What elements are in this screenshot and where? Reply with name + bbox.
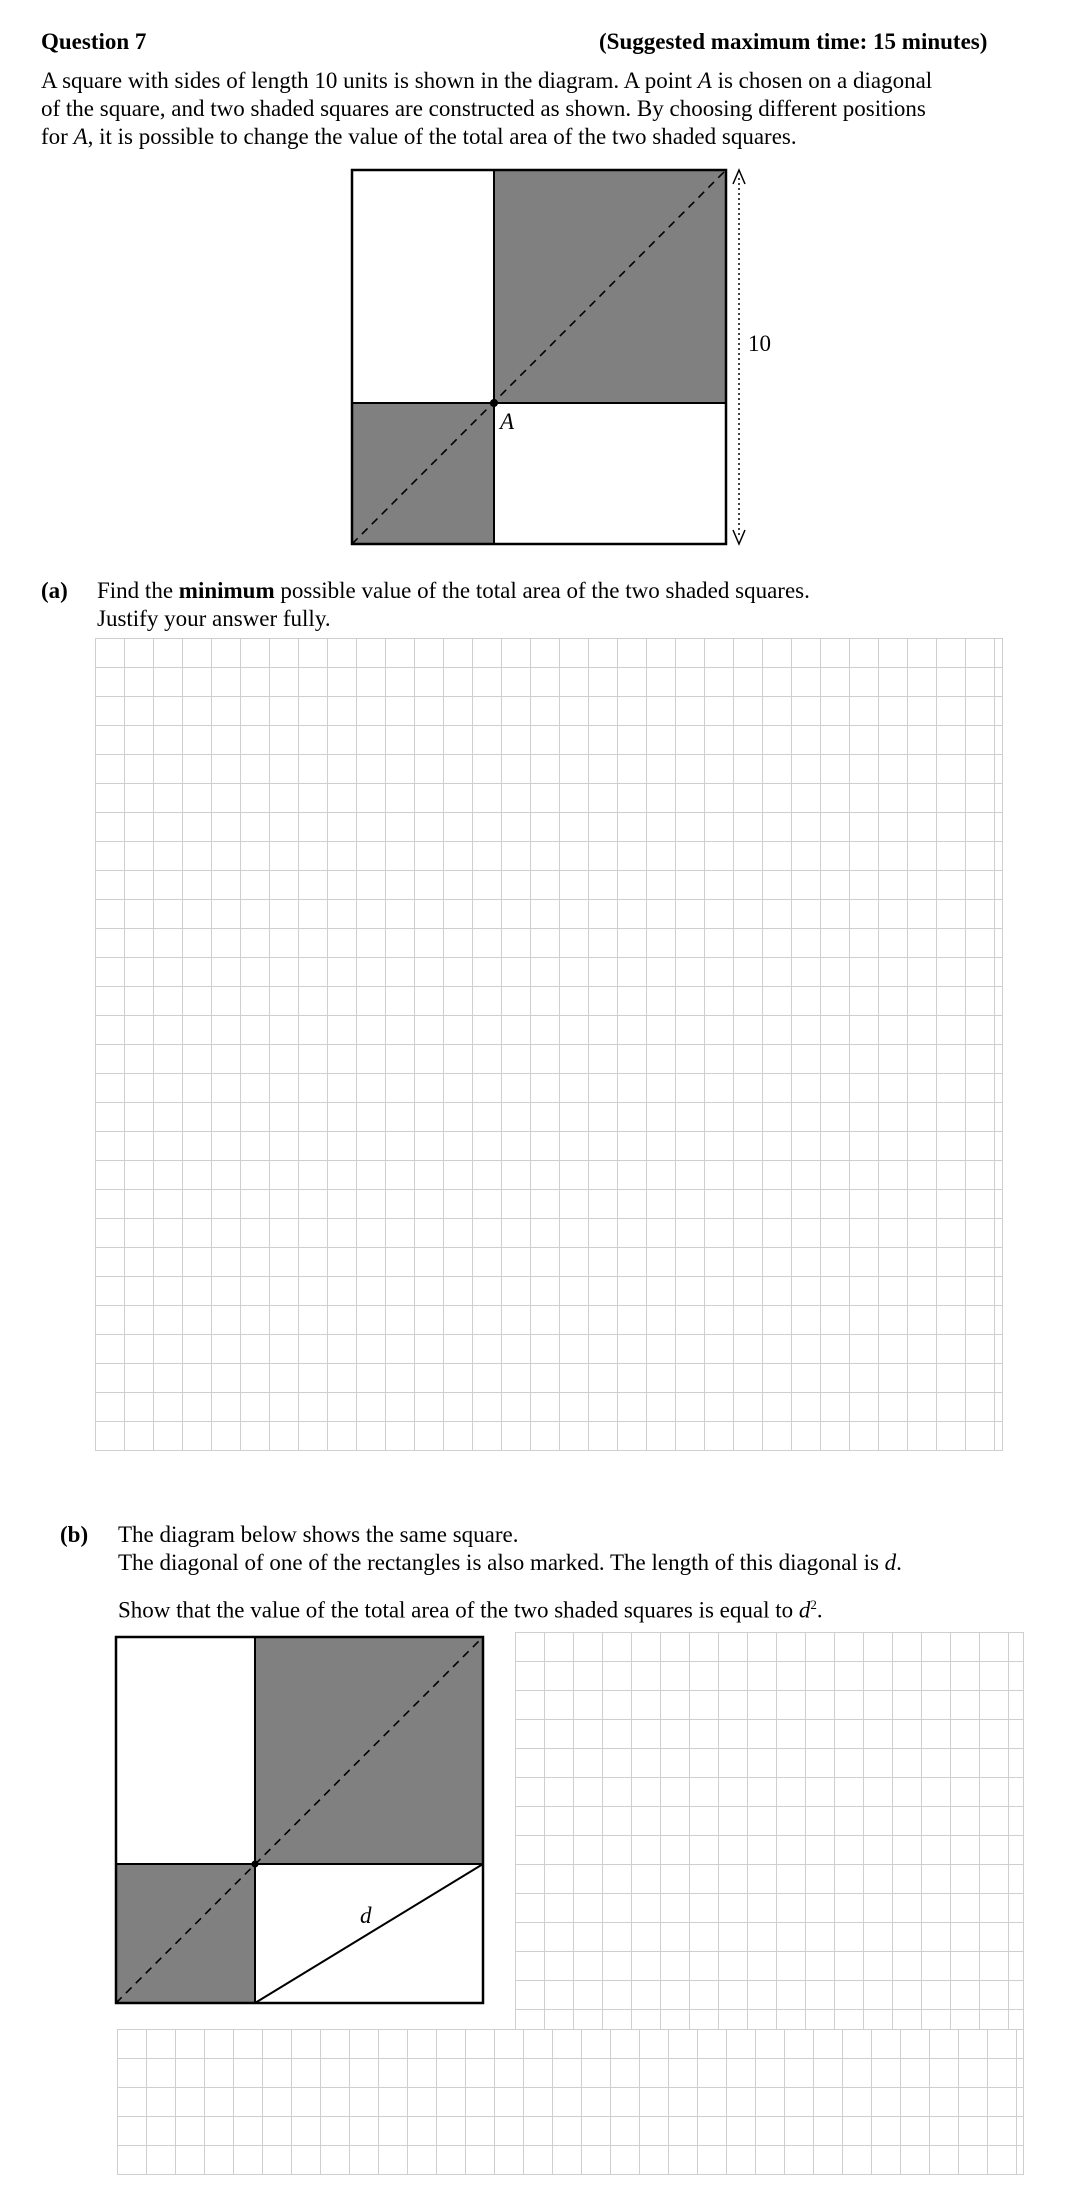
point-a bbox=[252, 1861, 259, 1868]
point-a-label: A bbox=[500, 409, 515, 434]
variable-d: d bbox=[798, 1597, 811, 1623]
part-a-line-2: Justify your answer fully. bbox=[97, 606, 331, 631]
suggested-time: (Suggested maximum time: 15 minutes) bbox=[599, 29, 988, 54]
variable-a: A bbox=[73, 124, 88, 149]
part-b-line-1: The diagram below shows the same square. bbox=[118, 1522, 519, 1547]
part-b-text: The diagonal of one of the rectangles is also marked. The length of this diagonal is bbox=[118, 1550, 885, 1575]
intro-text: for bbox=[41, 124, 74, 149]
question-title: Question 7 bbox=[41, 29, 147, 54]
exponent: 2 bbox=[810, 1597, 817, 1612]
variable-a: A bbox=[697, 68, 712, 93]
part-b-text: . bbox=[896, 1550, 902, 1575]
part-b-label: (b) bbox=[60, 1522, 89, 1547]
part-a-text: Find the bbox=[97, 578, 179, 603]
side-length-label: 10 bbox=[748, 331, 771, 356]
part-a-emphasis: minimum bbox=[178, 578, 275, 603]
diagonal-d-label: d bbox=[360, 1903, 372, 1928]
variable-d: d bbox=[884, 1550, 897, 1575]
intro-text: is chosen on a diagonal bbox=[711, 68, 933, 93]
part-a-label: (a) bbox=[41, 578, 68, 603]
part-a-text: possible value of the total area of the two shaded squares. bbox=[274, 578, 810, 603]
intro-text: A square with sides of length 10 units is shown in the diagram. A point bbox=[41, 68, 698, 93]
intro-text: , it is possible to change the value of the total area of the two shaded squares. bbox=[87, 124, 797, 149]
intro-line-2: of the square, and two shaded squares are constructed as shown. By choosing different positions bbox=[41, 96, 926, 121]
part-b-text: . bbox=[816, 1597, 823, 1623]
part-b-text: Show that the value of the total area of the two shaded squares is equal to bbox=[118, 1597, 799, 1623]
